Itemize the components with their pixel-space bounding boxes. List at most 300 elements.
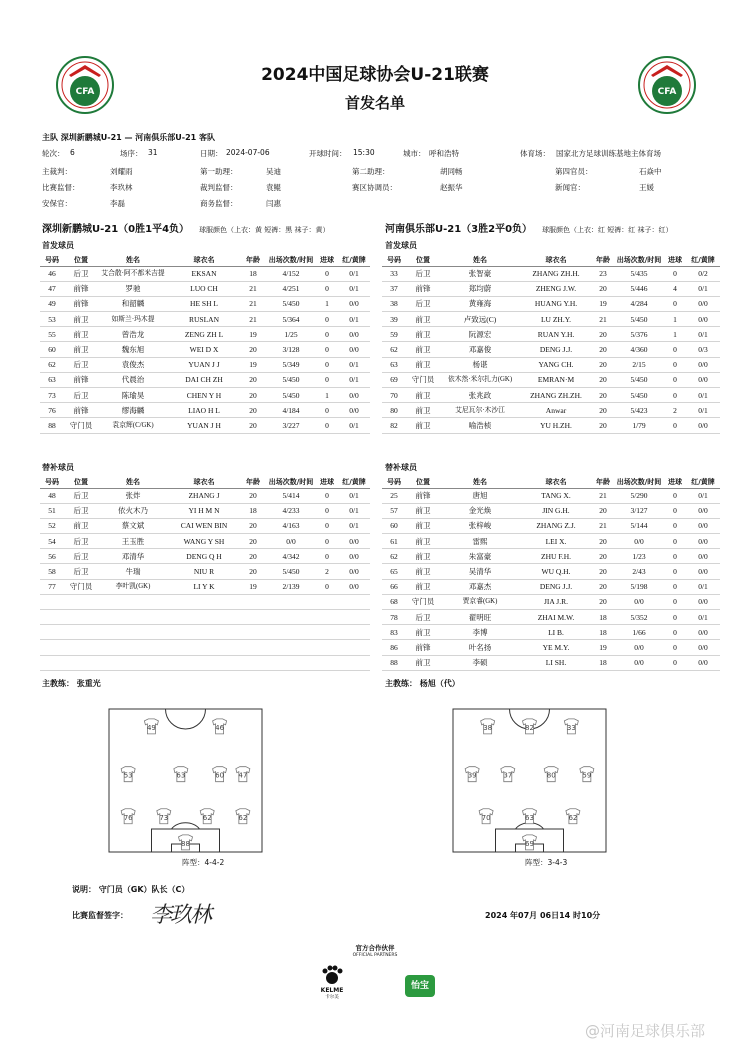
cell-no: 62 — [382, 549, 406, 564]
away-sub-row — [382, 518, 720, 533]
cell-cards — [338, 610, 370, 625]
cell-apps: 5/435 — [614, 266, 664, 281]
cell-goals: 0 — [316, 312, 338, 327]
cell-roman: WEI D X — [168, 342, 240, 357]
cell-no: 53 — [40, 312, 64, 327]
home-starters-table — [40, 254, 370, 434]
cell-pos: 前卫 — [64, 327, 98, 342]
cell-cards: 0/1 — [686, 327, 720, 342]
cell-pos: 前卫 — [406, 418, 440, 433]
cell-no: 57 — [382, 503, 406, 518]
cell-age: 18 — [592, 610, 614, 625]
cell-no: 63 — [382, 357, 406, 372]
cell-cards: 0/0 — [338, 403, 370, 418]
cell-goals: 0 — [664, 488, 686, 503]
cell-cards: 0/1 — [338, 266, 370, 281]
column-header-age: 年龄 — [240, 476, 266, 488]
cell-name: 吴清华 — [440, 564, 520, 579]
cell-roman: YU H.ZH. — [520, 418, 592, 433]
cell-cards: 0/0 — [338, 534, 370, 549]
cell-cards: 0/1 — [686, 579, 720, 594]
cell-age: 20 — [240, 534, 266, 549]
column-header-pos: 位置 — [406, 476, 440, 488]
cell-pos: 前卫 — [406, 357, 440, 372]
commissioner-signature: 李玖林 — [150, 903, 211, 928]
cell-goals: 0 — [316, 372, 338, 387]
cell-goals: 1 — [316, 388, 338, 403]
cell-name: 罗驰 — [98, 281, 168, 296]
cell-cards: 0/1 — [686, 488, 720, 503]
column-header-apps: 出场次数/时间 — [614, 476, 664, 488]
cell-roman: CAI WEN BIN — [168, 518, 240, 533]
jersey-number: 62 — [202, 813, 212, 822]
cell-pos — [64, 594, 98, 609]
cell-cards: 0/1 — [686, 281, 720, 296]
jersey-number: 62 — [568, 813, 578, 822]
cell-goals: 1 — [316, 296, 338, 311]
cell-roman: YUAN J J — [168, 357, 240, 372]
jersey-number: 60 — [215, 771, 225, 780]
away-starter-row — [382, 403, 720, 418]
cell-roman: YANG CH. — [520, 357, 592, 372]
jersey-number: 46 — [215, 723, 225, 732]
cell-pos: 前卫 — [406, 625, 440, 640]
cell-roman: HUANG Y.H. — [520, 296, 592, 311]
away-starter-row — [382, 327, 720, 342]
cell-age: 20 — [240, 418, 266, 433]
page-subtitle: 首发名单 — [344, 94, 405, 112]
cell-apps: 3/227 — [266, 418, 316, 433]
home-sub-row — [40, 640, 370, 655]
match-info-row-4: 安保官： 李磊 商务监督： 闫惠 — [42, 199, 281, 208]
home-sub-row — [40, 579, 370, 594]
cell-pos: 前卫 — [406, 327, 440, 342]
cell-goals: 0 — [316, 579, 338, 594]
cell-age: 20 — [592, 327, 614, 342]
away-sub-row — [382, 610, 720, 625]
jersey-number: 82 — [525, 723, 534, 732]
cell-age: 20 — [592, 549, 614, 564]
cell-age: 20 — [240, 488, 266, 503]
cell-cards: 0/0 — [686, 534, 720, 549]
cell-age — [240, 625, 266, 640]
cell-no: 86 — [382, 640, 406, 655]
cell-roman: LI Y K — [168, 579, 240, 594]
jersey-number: 73 — [159, 813, 169, 822]
cell-pos: 前卫 — [406, 312, 440, 327]
cell-no: 78 — [382, 610, 406, 625]
column-header-no: 号码 — [40, 476, 64, 488]
cell-pos: 守门员 — [406, 594, 440, 609]
cell-age: 18 — [240, 503, 266, 518]
cell-apps: 5/414 — [266, 488, 316, 503]
cell-age: 21 — [240, 281, 266, 296]
cell-cards: 0/1 — [686, 403, 720, 418]
cell-name: 邓清华 — [98, 549, 168, 564]
cell-cards: 0/0 — [686, 296, 720, 311]
cell-goals: 0 — [664, 518, 686, 533]
cell-goals: 0 — [664, 534, 686, 549]
cell-roman: LIAO H L — [168, 403, 240, 418]
cell-age: 20 — [240, 564, 266, 579]
cell-cards: 0/1 — [338, 488, 370, 503]
cell-no: 51 — [40, 503, 64, 518]
cell-cards: 0/0 — [686, 549, 720, 564]
cell-cards: 0/1 — [338, 503, 370, 518]
svg-text:CFA: CFA — [657, 87, 677, 97]
cell-apps — [266, 594, 316, 609]
cell-goals: 0 — [664, 594, 686, 609]
cell-roman: WU Q.H. — [520, 564, 592, 579]
cell-roman: ZHANG J — [168, 488, 240, 503]
cell-goals: 0 — [316, 549, 338, 564]
column-header-goals: 进球 — [664, 254, 686, 266]
cell-age: 21 — [592, 312, 614, 327]
column-header-age: 年龄 — [240, 254, 266, 266]
cell-pos: 前卫 — [406, 388, 440, 403]
weibo-watermark: @河南足球俱乐部 — [585, 1022, 706, 1040]
cell-goals — [316, 610, 338, 625]
cell-pos — [64, 610, 98, 625]
cell-no: 62 — [40, 357, 64, 372]
home-sub-row — [40, 610, 370, 625]
cell-goals: 0 — [316, 534, 338, 549]
cell-cards: 0/0 — [686, 625, 720, 640]
cell-roman: CHEN Y H — [168, 388, 240, 403]
cell-apps: 5/364 — [266, 312, 316, 327]
cell-roman: JIN G.H. — [520, 503, 592, 518]
match-no-value: 31 — [148, 148, 158, 157]
jersey-number: 59 — [582, 771, 592, 780]
cell-pos: 前锋 — [64, 372, 98, 387]
cell-name: 如斯兰·玛木提 — [98, 312, 168, 327]
column-header-roman: 球衣名 — [520, 254, 592, 266]
cell-name: 张炸 — [98, 488, 168, 503]
away-team-heading: 河南俱乐部U-21（3胜2平0负） 球服颜色（上衣：红 短裤：红 袜子：红） — [385, 224, 673, 235]
column-header-apps: 出场次数/时间 — [614, 254, 664, 266]
cell-age: 20 — [240, 342, 266, 357]
cell-age: 19 — [240, 357, 266, 372]
cell-apps: 3/127 — [614, 503, 664, 518]
away-formation-pitch — [452, 708, 607, 853]
page-title: 2024中国足球协会U-21联赛 — [261, 65, 489, 85]
cell-goals — [316, 640, 338, 655]
cell-apps: 4/360 — [614, 342, 664, 357]
cell-goals: 2 — [316, 564, 338, 579]
cell-age: 20 — [240, 403, 266, 418]
cell-pos: 前卫 — [406, 403, 440, 418]
away-sub-row — [382, 534, 720, 549]
column-header-roman: 球衣名 — [168, 476, 240, 488]
cell-name: 李硕 — [440, 655, 520, 670]
cell-roman: DENG Q H — [168, 549, 240, 564]
cell-cards — [338, 625, 370, 640]
cell-apps: 0/0 — [266, 534, 316, 549]
cell-roman: TANG X. — [520, 488, 592, 503]
cell-no: 70 — [382, 388, 406, 403]
cell-name: 郑均蔚 — [440, 281, 520, 296]
column-header-goals: 进球 — [316, 476, 338, 488]
cell-pos — [64, 655, 98, 670]
cell-name: 和韶麟 — [98, 296, 168, 311]
away-starter-row — [382, 266, 720, 281]
cell-goals: 1 — [664, 327, 686, 342]
cell-age: 21 — [592, 518, 614, 533]
cell-apps: 5/198 — [614, 579, 664, 594]
jersey-number: 47 — [238, 771, 248, 780]
cell-apps: 2/139 — [266, 579, 316, 594]
cell-apps: 5/450 — [614, 388, 664, 403]
cell-pos: 后卫 — [64, 488, 98, 503]
cell-pos: 后卫 — [64, 534, 98, 549]
cell-no: 49 — [40, 296, 64, 311]
cell-no: 62 — [382, 342, 406, 357]
cell-no: 54 — [40, 534, 64, 549]
cell-pos: 前卫 — [406, 579, 440, 594]
table-header-row — [382, 476, 720, 488]
cell-goals: 0 — [316, 518, 338, 533]
away-starter-row — [382, 418, 720, 433]
cell-cards: 0/2 — [686, 266, 720, 281]
cell-pos: 后卫 — [406, 266, 440, 281]
cell-age: 19 — [592, 296, 614, 311]
home-coach: 主教练： 张重光 — [42, 679, 101, 688]
cell-apps: 3/128 — [266, 342, 316, 357]
cell-pos: 守门员 — [64, 418, 98, 433]
home-starter-row — [40, 296, 370, 311]
cell-cards: 0/0 — [338, 388, 370, 403]
column-header-goals: 进球 — [664, 476, 686, 488]
cell-no: 73 — [40, 388, 64, 403]
cell-goals: 0 — [316, 281, 338, 296]
cell-age: 20 — [592, 579, 614, 594]
cell-apps: 0/0 — [614, 655, 664, 670]
cell-pos: 后卫 — [64, 357, 98, 372]
cell-apps: 4/251 — [266, 281, 316, 296]
cell-apps: 5/352 — [614, 610, 664, 625]
cell-apps: 2/43 — [614, 564, 664, 579]
cell-goals: 0 — [664, 655, 686, 670]
cell-pos: 后卫 — [406, 610, 440, 625]
away-sub-row — [382, 503, 720, 518]
away-sub-row — [382, 488, 720, 503]
column-header-name: 姓名 — [440, 254, 520, 266]
cell-apps: 5/450 — [266, 296, 316, 311]
kickoff-value: 15:30 — [353, 148, 375, 157]
cell-roman: DAI CH ZH — [168, 372, 240, 387]
cell-name — [98, 640, 168, 655]
home-subs-heading: 替补球员 — [42, 463, 74, 472]
cell-no: 60 — [382, 518, 406, 533]
cell-name — [98, 610, 168, 625]
cell-no: 38 — [382, 296, 406, 311]
cell-apps: 4/184 — [266, 403, 316, 418]
cell-no: 37 — [382, 281, 406, 296]
cell-roman: ZHENG J.W. — [520, 281, 592, 296]
cell-apps: 0/0 — [614, 534, 664, 549]
kelme-paw-icon — [321, 965, 343, 985]
away-formation-label: 阵型：3-4-3 — [525, 858, 568, 867]
cell-apps: 5/446 — [614, 281, 664, 296]
cell-name: 陈瑜昊 — [98, 388, 168, 403]
cbyi-sponsor-logo: 怡宝 — [405, 975, 435, 997]
jersey-number: 63 — [525, 813, 534, 822]
home-sub-row — [40, 655, 370, 670]
cell-goals: 0 — [664, 372, 686, 387]
cell-apps: 4/284 — [614, 296, 664, 311]
cell-age: 19 — [240, 579, 266, 594]
home-starter-row — [40, 266, 370, 281]
column-header-roman: 球衣名 — [520, 476, 592, 488]
away-starter-row — [382, 312, 720, 327]
cell-apps: 5/290 — [614, 488, 664, 503]
cell-no: 68 — [382, 594, 406, 609]
cell-apps — [266, 655, 316, 670]
cell-name: 叶名扬 — [440, 640, 520, 655]
partners-label: 官方合作伙伴 — [355, 944, 395, 952]
cell-goals: 0 — [664, 266, 686, 281]
cell-roman: WANG Y SH — [168, 534, 240, 549]
away-sub-row — [382, 655, 720, 670]
column-header-pos: 位置 — [64, 476, 98, 488]
home-starter-row — [40, 388, 370, 403]
cell-cards: 0/0 — [338, 327, 370, 342]
jersey-number: 69 — [525, 839, 534, 848]
home-kit-colors: 球服颜色（上衣：黄 短裤：黑 袜子：黄） — [199, 226, 330, 234]
cell-no: 65 — [382, 564, 406, 579]
cell-roman: Anwar — [520, 403, 592, 418]
cell-goals: 0 — [316, 488, 338, 503]
cell-goals: 0 — [664, 388, 686, 403]
cell-name: 卢致远(C) — [440, 312, 520, 327]
cell-pos: 前锋 — [406, 488, 440, 503]
cell-goals: 0 — [316, 357, 338, 372]
cell-apps: 0/0 — [614, 640, 664, 655]
cell-pos: 后卫 — [406, 296, 440, 311]
cell-name: 王玉胜 — [98, 534, 168, 549]
cell-roman: JIA J.R. — [520, 594, 592, 609]
cell-pos: 守门员 — [406, 372, 440, 387]
cell-age: 20 — [592, 281, 614, 296]
cell-no: 88 — [40, 418, 64, 433]
cell-pos: 前卫 — [406, 549, 440, 564]
cell-roman — [168, 610, 240, 625]
cell-name: 代晨治 — [98, 372, 168, 387]
cell-cards: 0/0 — [338, 342, 370, 357]
table-header-row — [40, 254, 370, 266]
cell-apps: 5/423 — [614, 403, 664, 418]
cell-apps: 1/23 — [614, 549, 664, 564]
cell-roman: LI SH. — [520, 655, 592, 670]
cell-name: 缪海麟 — [98, 403, 168, 418]
cell-no: 25 — [382, 488, 406, 503]
column-header-cards: 红/黄牌 — [686, 254, 720, 266]
cell-no: 52 — [40, 518, 64, 533]
cell-roman: EKSAN — [168, 266, 240, 281]
jersey-number: 88 — [181, 839, 190, 848]
cell-age: 21 — [240, 296, 266, 311]
cell-cards — [338, 594, 370, 609]
cell-cards: 0/0 — [686, 518, 720, 533]
cell-goals — [316, 655, 338, 670]
cell-goals: 0 — [316, 342, 338, 357]
cell-no: 69 — [382, 372, 406, 387]
cell-pos: 前卫 — [406, 342, 440, 357]
cell-apps: 5/450 — [266, 388, 316, 403]
column-header-name: 姓名 — [98, 476, 168, 488]
column-header-cards: 红/黄牌 — [338, 254, 370, 266]
cell-name: 艾合散·阿不都米吉提 — [98, 266, 168, 281]
cell-apps: 5/450 — [614, 372, 664, 387]
cell-goals: 0 — [664, 296, 686, 311]
cell-cards: 0/1 — [338, 418, 370, 433]
home-sub-row — [40, 518, 370, 533]
cell-cards: 0/1 — [686, 388, 720, 403]
cell-cards: 0/0 — [686, 357, 720, 372]
away-subs-heading: 替补球员 — [385, 463, 417, 472]
cell-pos: 前卫 — [64, 342, 98, 357]
cell-pos: 前卫 — [64, 312, 98, 327]
cell-roman: ZHANG ZH.H. — [520, 266, 592, 281]
cell-apps: 1/79 — [614, 418, 664, 433]
cell-goals: 2 — [664, 403, 686, 418]
cell-no: 47 — [40, 281, 64, 296]
cell-apps — [266, 625, 316, 640]
signed-time: 2024 年07月 06日14 时10分 — [485, 911, 601, 920]
away-starter-row — [382, 342, 720, 357]
cell-pos: 前卫 — [64, 518, 98, 533]
cell-pos: 前锋 — [406, 281, 440, 296]
cell-no: 63 — [40, 372, 64, 387]
away-starter-row — [382, 388, 720, 403]
home-starter-row — [40, 372, 370, 387]
cell-roman: LEI X. — [520, 534, 592, 549]
cell-name: 袁俊杰 — [98, 357, 168, 372]
away-sub-row — [382, 564, 720, 579]
jersey-number: 39 — [467, 771, 477, 780]
cell-apps: 1/66 — [614, 625, 664, 640]
cell-roman: EMRAN·M — [520, 372, 592, 387]
cell-roman: DENG J.J. — [520, 579, 592, 594]
cell-goals: 0 — [316, 403, 338, 418]
cell-no: 77 — [40, 579, 64, 594]
jersey-number: 63 — [176, 771, 186, 780]
cell-no: 82 — [382, 418, 406, 433]
column-header-cards: 红/黄牌 — [686, 476, 720, 488]
cell-roman: ZENG ZH L — [168, 327, 240, 342]
date-value: 2024-07-06 — [226, 148, 270, 157]
cell-apps: 5/450 — [266, 564, 316, 579]
signature-label: 比赛监督签字： — [72, 911, 128, 920]
away-coach: 主教练： 杨旭（代） — [385, 679, 460, 688]
cell-pos: 后卫 — [64, 549, 98, 564]
home-sub-row — [40, 625, 370, 640]
cell-pos: 前卫 — [406, 518, 440, 533]
cell-roman: YE M.Y. — [520, 640, 592, 655]
cell-cards: 0/0 — [686, 564, 720, 579]
column-header-no: 号码 — [40, 254, 64, 266]
cell-name: 蔡文斌 — [98, 518, 168, 533]
cell-age: 20 — [592, 503, 614, 518]
home-formation-label: 阵型：4-4-2 — [182, 858, 225, 867]
cell-no: 60 — [40, 342, 64, 357]
cell-cards: 0/0 — [338, 564, 370, 579]
svg-text:CFA: CFA — [75, 87, 95, 97]
cell-cards: 0/1 — [338, 372, 370, 387]
match-info-row-2: 主裁判： 刘耀雨 第一助理： 吴迪 第二助理： 胡同畅 第四官员： 石焱中 — [42, 167, 662, 176]
cell-cards — [338, 655, 370, 670]
cell-cards: 0/0 — [686, 594, 720, 609]
